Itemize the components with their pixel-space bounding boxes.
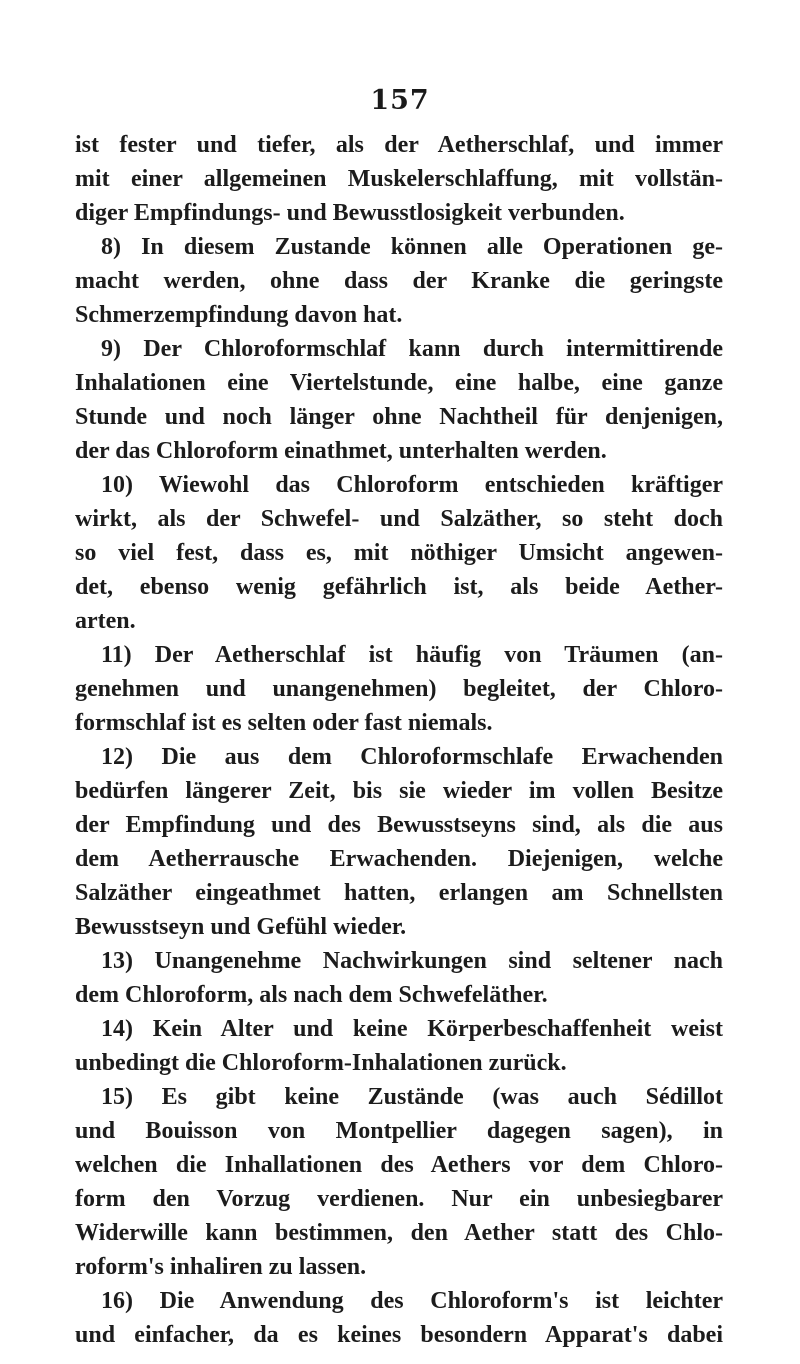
text-line: 9) Der Chloroformschlaf kann durch intermittirende	[101, 336, 723, 362]
text-line: dem Chloroform, als nach dem Schwefeläther.	[75, 982, 548, 1008]
text-line: det, ebenso wenig gefährlich ist, als beide Aether-	[75, 574, 723, 600]
text-line: ist fester und tiefer, als der Aetherschlaf, und immer	[75, 132, 723, 158]
text-line: so viel fest, dass es, mit nöthiger Umsicht angewen-	[75, 540, 723, 566]
text-line: Bewusstseyn und Gefühl wieder.	[75, 914, 407, 940]
text-line: 15) Es gibt keine Zustände (was auch Sédillot	[101, 1084, 723, 1110]
text-line: form den Vorzug verdienen. Nur ein unbesiegbarer	[75, 1186, 723, 1212]
text-line: 8) In diesem Zustande können alle Operationen ge-	[101, 234, 723, 260]
text-line: 11) Der Aetherschlaf ist häufig von Träumen (an-	[101, 642, 723, 668]
text-line: welchen die Inhallationen des Aethers vor dem Chloro-	[75, 1152, 723, 1178]
text-line: formschlaf ist es selten oder fast niemals.	[75, 710, 493, 736]
text-line: 13) Unangenehme Nachwirkungen sind seltener nach	[101, 948, 723, 974]
body-text	[75, 128, 723, 1352]
text-line: 14) Kein Alter und keine Körperbeschaffenheit weist	[101, 1016, 723, 1042]
text-line: Widerwille kann bestimmen, den Aether statt des Chlo-	[75, 1220, 723, 1246]
text-line: 10) Wiewohl das Chloroform entschieden kräftiger	[101, 472, 723, 498]
text-line: arten.	[75, 608, 136, 634]
page-number: 157	[370, 85, 430, 116]
text-line: Stunde und noch länger ohne Nachtheil für denjenigen,	[75, 404, 723, 430]
text-line: macht werden, ohne dass der Kranke die geringste	[75, 268, 723, 294]
text-line: Schmerzempfindung davon hat.	[75, 302, 403, 328]
text-line: und Bouisson von Montpellier dagegen sagen), in	[75, 1118, 723, 1144]
text-line: wirkt, als der Schwefel- und Salzäther, so steht doch	[75, 506, 723, 532]
text-line: bedürfen längerer Zeit, bis sie wieder im vollen Besitze	[75, 778, 723, 804]
text-line: genehmen und unangenehmen) begleitet, der Chloro-	[75, 676, 723, 702]
text-line: mit einer allgemeinen Muskelerschlaffung, mit vollstän-	[75, 166, 723, 192]
text-line: 16) Die Anwendung des Chloroform's ist leichter	[101, 1288, 723, 1314]
text-line: diger Empfindungs- und Bewusstlosigkeit verbunden.	[75, 200, 625, 226]
text-line: und einfacher, da es keines besondern Apparat's dabei	[75, 1322, 723, 1348]
text-line: Inhalationen eine Viertelstunde, eine halbe, eine ganze	[75, 370, 723, 396]
text-line: 12) Die aus dem Chloroformschlafe Erwachenden	[101, 744, 723, 770]
text-line: roform's inhaliren zu lassen.	[75, 1254, 367, 1280]
text-line: der das Chloroform einathmet, unterhalten werden.	[75, 438, 607, 464]
text-line: dem Aetherrausche Erwachenden. Diejenigen, welche	[75, 846, 723, 872]
text-line: der Empfindung und des Bewusstseyns sind, als die aus	[75, 812, 723, 838]
text-line: unbedingt die Chloroform-Inhalationen zurück.	[75, 1050, 567, 1076]
text-line: Salzäther eingeathmet hatten, erlangen am Schnellsten	[75, 880, 723, 906]
